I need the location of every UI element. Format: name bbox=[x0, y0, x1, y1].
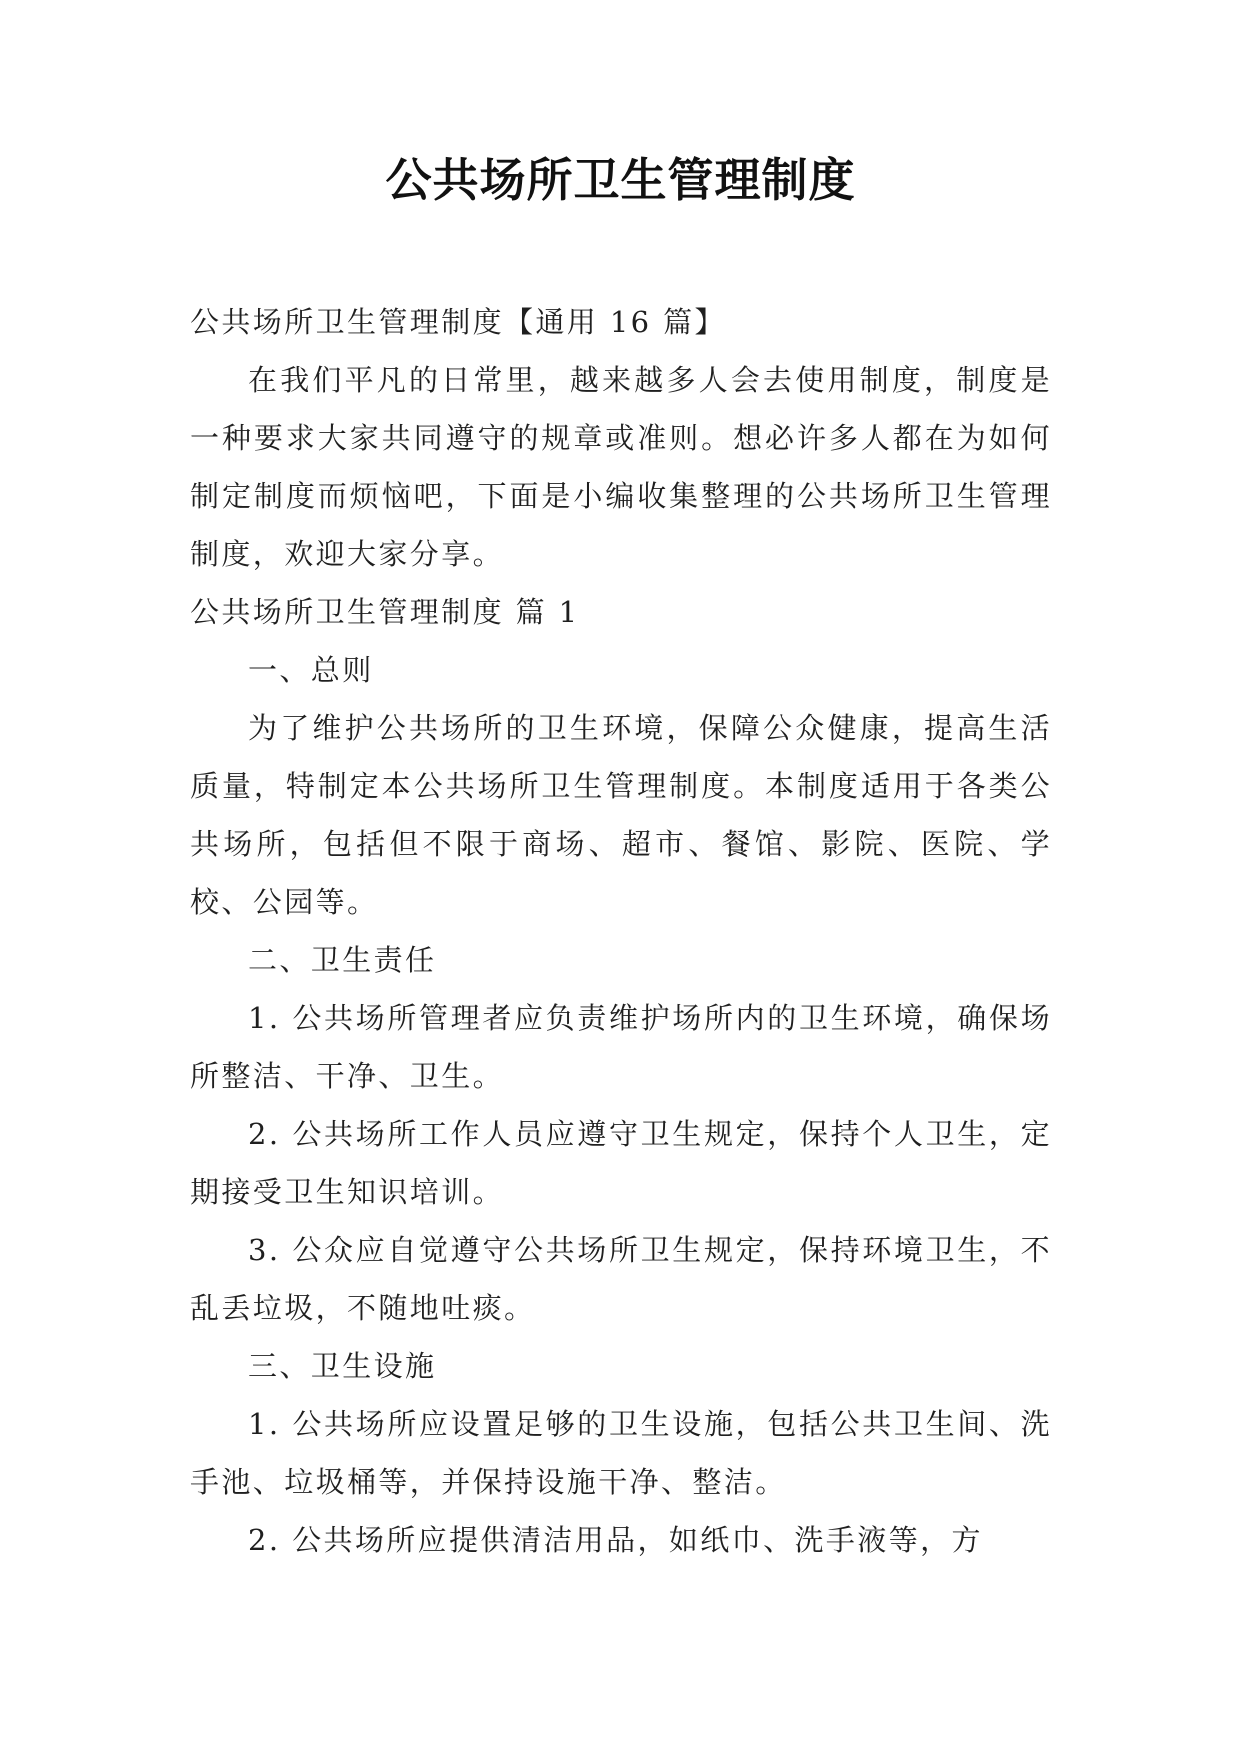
paragraph-subtitle: 公共场所卫生管理制度【通用 16 篇】 bbox=[190, 305, 726, 339]
paragraph-facilities-2: 2. 公共场所应提供清洁用品，如纸巾、洗手液等，方 bbox=[248, 1523, 983, 1557]
section-heading-part-1: 公共场所卫生管理制度 篇 1 bbox=[190, 595, 580, 629]
paragraph-responsibility-1: 1. 公共场所管理者应负责维护场所内的卫生环境，确保场所整洁、干净、卫生。 bbox=[190, 1001, 1052, 1093]
heading-general-principles: 一、总则 bbox=[248, 653, 374, 687]
paragraph-intro: 在我们平凡的日常里，越来越多人会去使用制度，制度是一种要求大家共同遵守的规章或准则。想必许多人都在为如何制定制度而烦恼吧，下面是小编收集整理的公共场所卫生管理制度，欢迎大家分享。 bbox=[190, 363, 1052, 571]
heading-hygiene-facilities: 三、卫生设施 bbox=[248, 1349, 437, 1383]
document-body bbox=[190, 293, 1052, 1569]
document-title: 公共场所卫生管理制度 bbox=[385, 153, 856, 207]
paragraph-general-principles: 为了维护公共场所的卫生环境，保障公众健康，提高生活质量，特制定本公共场所卫生管理制度。本制度适用于各类公共场所，包括但不限于商场、超市、餐馆、影院、医院、学校、公园等。 bbox=[190, 711, 1052, 919]
paragraph-responsibility-2: 2. 公共场所工作人员应遵守卫生规定，保持个人卫生，定期接受卫生知识培训。 bbox=[190, 1117, 1052, 1209]
paragraph-facilities-1: 1. 公共场所应设置足够的卫生设施，包括公共卫生间、洗手池、垃圾桶等，并保持设施干净、整洁。 bbox=[190, 1407, 1052, 1499]
heading-hygiene-responsibility: 二、卫生责任 bbox=[248, 943, 437, 977]
paragraph-responsibility-3: 3. 公众应自觉遵守公共场所卫生规定，保持环境卫生，不乱丢垃圾，不随地吐痰。 bbox=[190, 1233, 1052, 1325]
